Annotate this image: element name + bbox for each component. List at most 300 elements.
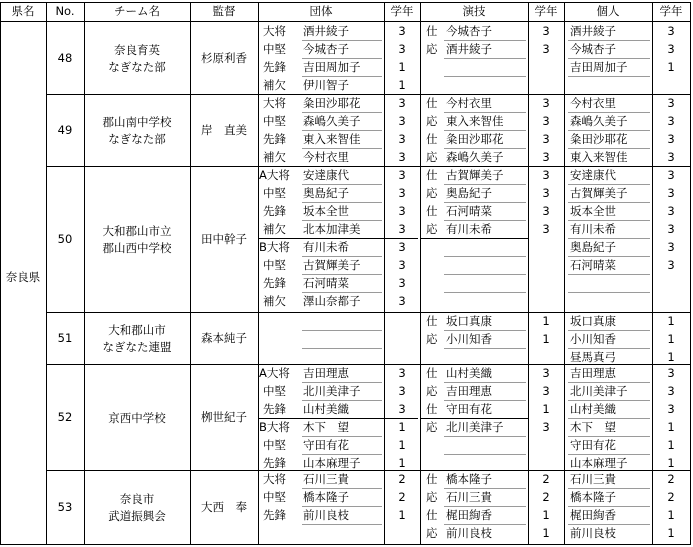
column-line [46,2,47,545]
dantai-row-rule [302,202,382,203]
dantai-row-rule [302,256,382,257]
engi-role: 応 [426,490,438,504]
engi-row-rule [444,274,526,275]
engi-member: 奥島紀子 [446,186,492,200]
dantai-member: 木下 望 [303,420,349,434]
dantai-member: 前川良枝 [303,508,349,522]
engi-grade: 3 [542,24,550,38]
engi-grade: 3 [542,366,550,380]
kojin-grade: 1 [667,350,675,364]
dantai-grade: 3 [398,402,406,416]
dantai-grade: 1 [398,60,406,74]
team-number: 51 [57,331,73,345]
kojin-grade: 3 [667,366,675,380]
kojin-row-rule [568,40,650,41]
dantai-row-rule [302,40,382,41]
dantai-member: 森嶋久美子 [303,114,361,128]
team-separator [46,470,690,471]
kojin-grade: 3 [667,168,675,182]
dantai-member: 粂田沙耶花 [303,96,361,110]
engi-member: 東入来智佳 [446,114,504,128]
dantai-position: 先鋒 [263,204,286,218]
engi-row-rule [444,130,526,131]
dantai-position: 先鋒 [263,132,286,146]
team-name-line: 武道振興会 [108,509,166,523]
engi-role: 仕 [426,204,438,218]
dantai-position: 中堅 [263,258,286,272]
kojin-row-rule [568,330,650,331]
engi-member: 粂田沙耶花 [446,132,504,146]
engi-member: 吉田理恵 [446,384,492,398]
dantai-row-rule [302,400,382,401]
engi-member: 今城杏子 [446,24,492,38]
dantai-member: 石河晴菜 [303,276,349,290]
column-line [564,2,565,545]
kojin-row-rule [568,184,650,185]
engi-grade: 2 [542,472,550,486]
engi-grade: 2 [542,490,550,504]
dantai-grade: 3 [398,186,406,200]
dantai-row-rule [302,130,382,131]
dantai-member: 伊川智子 [303,78,349,92]
dantai-row-rule [302,58,382,59]
kojin-grade: 3 [667,186,675,200]
kojin-row-rule [568,488,650,489]
engi-grade: 1 [542,402,550,416]
kojin-member: 吉田周加子 [570,60,628,74]
dantai-member: 東入来智佳 [303,132,361,146]
kojin-member: 粂田沙耶花 [570,132,628,146]
dantai-position: 先鋒 [263,276,286,290]
dantai-grade: 3 [398,240,406,254]
kojin-member: 森嶋久美子 [570,114,628,128]
column-line [84,2,85,545]
kojin-member: 坂口真康 [570,314,616,328]
team-name-line: 奈良市 [119,492,155,506]
engi-row-rule [444,184,526,185]
dantai-row-rule [302,382,382,383]
dantai-member: 奥島紀子 [303,186,349,200]
dantai-grade: 3 [398,366,406,380]
kojin-member: 梶田絢香 [570,508,616,522]
engi-member: 有川未希 [446,222,492,236]
kojin-grade: 2 [667,490,675,504]
kojin-member: 石河晴菜 [570,258,616,272]
kojin-grade: 3 [667,24,675,38]
header-engi: 演技 [462,4,486,18]
kojin-grade: 1 [667,456,675,470]
dantai-grade: 1 [398,508,406,522]
kojin-member: 橋本隆子 [570,490,616,504]
dantai-position: B大将 [259,420,290,434]
dantai-row-rule [302,436,382,437]
kojin-grade: 3 [667,258,675,272]
header-dantai-grade: 学年 [390,4,414,18]
engi-row-rule [444,76,526,77]
dantai-grade: 3 [398,168,406,182]
team-name-line: なぎなた部 [108,60,166,74]
engi-row-rule [444,524,526,525]
kojin-member: 吉田理恵 [570,366,616,380]
dantai-position: 先鋒 [263,402,286,416]
dantai-row-rule [302,348,382,349]
engi-role: 仕 [426,508,438,522]
dantai-position: A大将 [259,366,290,380]
kojin-row-rule [568,454,650,455]
column-line [384,2,385,545]
engi-grade: 3 [542,204,550,218]
dantai-member: 吉田周加子 [303,60,361,74]
engi-grade: 3 [542,222,550,236]
engi-row-rule [444,348,526,349]
dantai-row-rule [302,488,382,489]
kojin-member: 北川美津子 [570,384,628,398]
kojin-row-rule [568,256,650,257]
dantai-member: 有川未希 [303,240,349,254]
engi-role: 仕 [426,96,438,110]
engi-row-rule [444,220,526,221]
engi-row-rule [444,58,526,59]
kojin-grade: 3 [667,384,675,398]
team-name-line: 郡山西中学校 [102,241,172,255]
dantai-row-rule [302,184,382,185]
kojin-row-rule [568,58,650,59]
engi-member: 前川良枝 [446,526,492,540]
engi-role: 応 [426,420,438,434]
team-number: 53 [57,500,73,514]
column-line [652,2,653,545]
kojin-grade: 1 [667,314,675,328]
kojin-row-rule [568,130,650,131]
kojin-member: 安達康代 [570,168,616,182]
engi-member: 石河晴菜 [446,204,492,218]
header-coach: 監督 [212,4,236,18]
dantai-grade: 3 [398,258,406,272]
team-name-line: 大和郡山市 [108,323,166,337]
kojin-row-rule [568,220,650,221]
engi-role: 仕 [426,168,438,182]
kojin-member: 酒井綾子 [570,24,616,38]
engi-member: 梶田絢香 [446,508,492,522]
dantai-member: 北本加津美 [303,222,361,236]
dantai-grade: 3 [398,96,406,110]
kojin-grade: 2 [667,472,675,486]
engi-row-rule [444,330,526,331]
team-name-line: なぎなた連盟 [102,340,172,354]
engi-role: 応 [426,150,438,164]
engi-member: 今村衣里 [446,96,492,110]
dantai-member: 山本麻理子 [303,456,361,470]
engi-role: 仕 [426,314,438,328]
dantai-member: 坂本全世 [303,204,349,218]
dantai-row-rule [302,76,382,77]
dantai-member: 古賀輝美子 [303,258,361,272]
engi-member: 森嶋久美子 [446,150,504,164]
engi-grade: 3 [542,96,550,110]
engi-row-rule [444,256,526,257]
engi-member: 守田有花 [446,402,492,416]
header-team: チーム名 [114,4,160,18]
dantai-member: 今城杏子 [303,42,349,56]
dantai-position: 補欠 [263,78,286,92]
engi-grade: 1 [542,314,550,328]
dantai-position: 先鋒 [263,456,286,470]
header-engi-grade: 学年 [534,4,558,18]
dantai-member: 山村美織 [303,402,349,416]
kojin-grade: 3 [667,42,675,56]
coach-name: 大西 奉 [201,500,247,514]
kojin-grade: 1 [667,438,675,452]
engi-row-rule [444,436,526,437]
engi-role: 仕 [426,472,438,486]
kojin-grade: 3 [667,222,675,236]
team-name-line: 奈良育英 [114,43,160,57]
team-separator [46,312,690,313]
engi-grade: 3 [542,132,550,146]
kojin-member: 今村衣里 [570,96,616,110]
kojin-member: 奥島紀子 [570,240,616,254]
dantai-row-rule [302,112,382,113]
kojin-row-rule [568,112,650,113]
dantai-grade: 1 [398,456,406,470]
column-line [258,2,259,545]
dantai-member: 北川美津子 [303,384,361,398]
dantai-grade: 1 [398,420,406,434]
engi-grade: 1 [542,526,550,540]
header-bottom [0,21,691,22]
engi-role: 応 [426,186,438,200]
kojin-row-rule [568,76,650,77]
engi-role: 仕 [426,402,438,416]
team-number: 52 [57,410,73,424]
engi-member: 坂口真康 [446,314,492,328]
dantai-position: 中堅 [263,42,286,56]
engi-grade: 3 [542,168,550,182]
dantai-position: 先鋒 [263,60,286,74]
dantai-grade: 3 [398,24,406,38]
team-separator [46,94,690,95]
kojin-member: 坂本全世 [570,204,616,218]
coach-name: 杉原利香 [201,51,247,65]
dantai-position: 中堅 [263,438,286,452]
dantai-member: 酒井綾子 [303,24,349,38]
kojin-member: 前川良枝 [570,526,616,540]
team-number: 48 [57,51,73,65]
dantai-position: 中堅 [263,384,286,398]
dantai-row-rule [302,506,382,507]
dantai-position: 大将 [263,24,286,38]
dantai-grade: 3 [398,204,406,218]
prefecture-label: 奈良県 [5,270,41,284]
header-no: No. [55,4,75,18]
dantai-position: 大将 [263,472,286,486]
kojin-row-rule [568,436,650,437]
outer-left [0,2,1,545]
engi-role: 応 [426,42,438,56]
kojin-grade: 3 [667,96,675,110]
kojin-row-rule [568,382,650,383]
engi-divider [420,238,528,239]
engi-role: 応 [426,222,438,236]
kojin-member: 石川三貴 [570,472,616,486]
kojin-grade: 3 [667,240,675,254]
team-name-line: なぎなた部 [108,132,166,146]
dantai-member: 吉田理恵 [303,366,349,380]
engi-row-rule [444,292,526,293]
kojin-member: 今城杏子 [570,42,616,56]
engi-grade: 1 [542,508,550,522]
engi-member: 酒井綾子 [446,42,492,56]
kojin-member: 木下 望 [570,420,616,434]
dantai-row-rule [302,524,382,525]
kojin-row-rule [568,506,650,507]
kojin-row-rule [568,400,650,401]
dantai-member: 守田有花 [303,438,349,452]
kojin-member: 昼馬真弓 [570,350,616,364]
engi-member: 橋本隆子 [446,472,492,486]
team-name-line: 京西中学校 [108,410,166,425]
engi-grade: 1 [542,332,550,346]
dantai-grade: 3 [398,42,406,56]
header-dantai: 団体 [309,4,333,18]
header-kojin-grade: 学年 [659,4,683,18]
dantai-position: 中堅 [263,186,286,200]
engi-grade: 3 [542,420,550,434]
engi-role: 仕 [426,132,438,146]
dantai-position: B大将 [259,240,290,254]
dantai-member: 今村衣里 [303,150,349,164]
column-line [420,2,421,545]
dantai-position: 中堅 [263,114,286,128]
engi-divider [420,418,528,419]
engi-row-rule [444,506,526,507]
outer-bottom [0,544,691,545]
kojin-row-rule [568,292,650,293]
header-prefecture: 県名 [11,4,35,18]
kojin-member: 山本麻理子 [570,456,628,470]
dantai-row-rule [302,220,382,221]
engi-row-rule [444,40,526,41]
dantai-member: 橋本隆子 [303,490,349,504]
kojin-grade: 1 [667,420,675,434]
dantai-grade: 3 [398,132,406,146]
coach-name: 田中幹子 [201,232,247,246]
dantai-grade: 3 [398,114,406,128]
coach-name: 岸 直美 [201,123,247,137]
engi-role: 応 [426,332,438,346]
dantai-member: 澤山奈都子 [303,294,361,308]
dantai-row-rule [302,454,382,455]
engi-grade: 3 [542,186,550,200]
dantai-grade: 3 [398,276,406,290]
kojin-grade: 3 [667,132,675,146]
dantai-row-rule [302,330,382,331]
engi-member: 山村美織 [446,366,492,380]
dantai-row-rule [302,274,382,275]
kojin-grade: 1 [667,60,675,74]
outer-top [0,2,691,3]
subteam-divider [258,238,418,239]
dantai-row-rule [302,292,382,293]
header-kojin: 個人 [596,4,620,18]
kojin-grade: 1 [667,332,675,346]
dantai-grade: 3 [398,150,406,164]
engi-row-rule [444,400,526,401]
dantai-grade: 2 [398,490,406,504]
engi-role: 応 [426,526,438,540]
column-line [528,2,529,545]
dantai-position: 補欠 [263,150,286,164]
kojin-grade: 3 [667,402,675,416]
dantai-member: 石川三貴 [303,472,349,486]
team-separator [46,166,690,167]
dantai-position: 先鋒 [263,508,286,522]
kojin-member: 山村美織 [570,402,616,416]
engi-row-rule [444,382,526,383]
team-number: 50 [57,232,73,246]
team-name-line: 大和郡山市立 [102,224,172,238]
engi-row-rule [444,112,526,113]
engi-row-rule [444,454,526,455]
dantai-grade: 3 [398,222,406,236]
kojin-grade: 1 [667,526,675,540]
coach-name: 森本純子 [201,331,247,345]
kojin-member: 古賀輝美子 [570,186,628,200]
kojin-member: 小川知香 [570,332,616,346]
engi-grade: 3 [542,384,550,398]
kojin-member: 有川未希 [570,222,616,236]
kojin-grade: 3 [667,114,675,128]
dantai-position: 中堅 [263,490,286,504]
kojin-row-rule [568,524,650,525]
dantai-position: A大将 [259,168,290,182]
dantai-grade: 3 [398,294,406,308]
kojin-row-rule [568,148,650,149]
dantai-position: 大将 [263,96,286,110]
kojin-grade: 1 [667,508,675,522]
engi-grade: 3 [542,42,550,56]
engi-role: 仕 [426,24,438,38]
team-separator [46,364,690,365]
engi-member: 石川三貴 [446,490,492,504]
engi-grade: 3 [542,150,550,164]
dantai-position: 補欠 [263,222,286,236]
kojin-row-rule [568,418,650,419]
dantai-grade: 2 [398,472,406,486]
dantai-grade: 1 [398,78,406,92]
engi-row-rule [444,148,526,149]
engi-role: 応 [426,384,438,398]
kojin-member: 東入来智佳 [570,150,628,164]
dantai-grade: 3 [398,384,406,398]
engi-row-rule [444,488,526,489]
engi-member: 北川美津子 [446,420,504,434]
coach-name: 栁世紀子 [201,410,247,424]
kojin-grade: 3 [667,150,675,164]
outer-right [690,2,691,545]
kojin-row-rule [568,238,650,239]
kojin-grade: 3 [667,204,675,218]
column-line [190,2,191,545]
dantai-grade: 1 [398,438,406,452]
engi-role: 仕 [426,366,438,380]
team-number: 49 [57,123,73,137]
engi-row-rule [444,202,526,203]
engi-member: 小川知香 [446,332,492,346]
kojin-member: 守田有花 [570,438,616,452]
dantai-row-rule [302,148,382,149]
kojin-row-rule [568,348,650,349]
